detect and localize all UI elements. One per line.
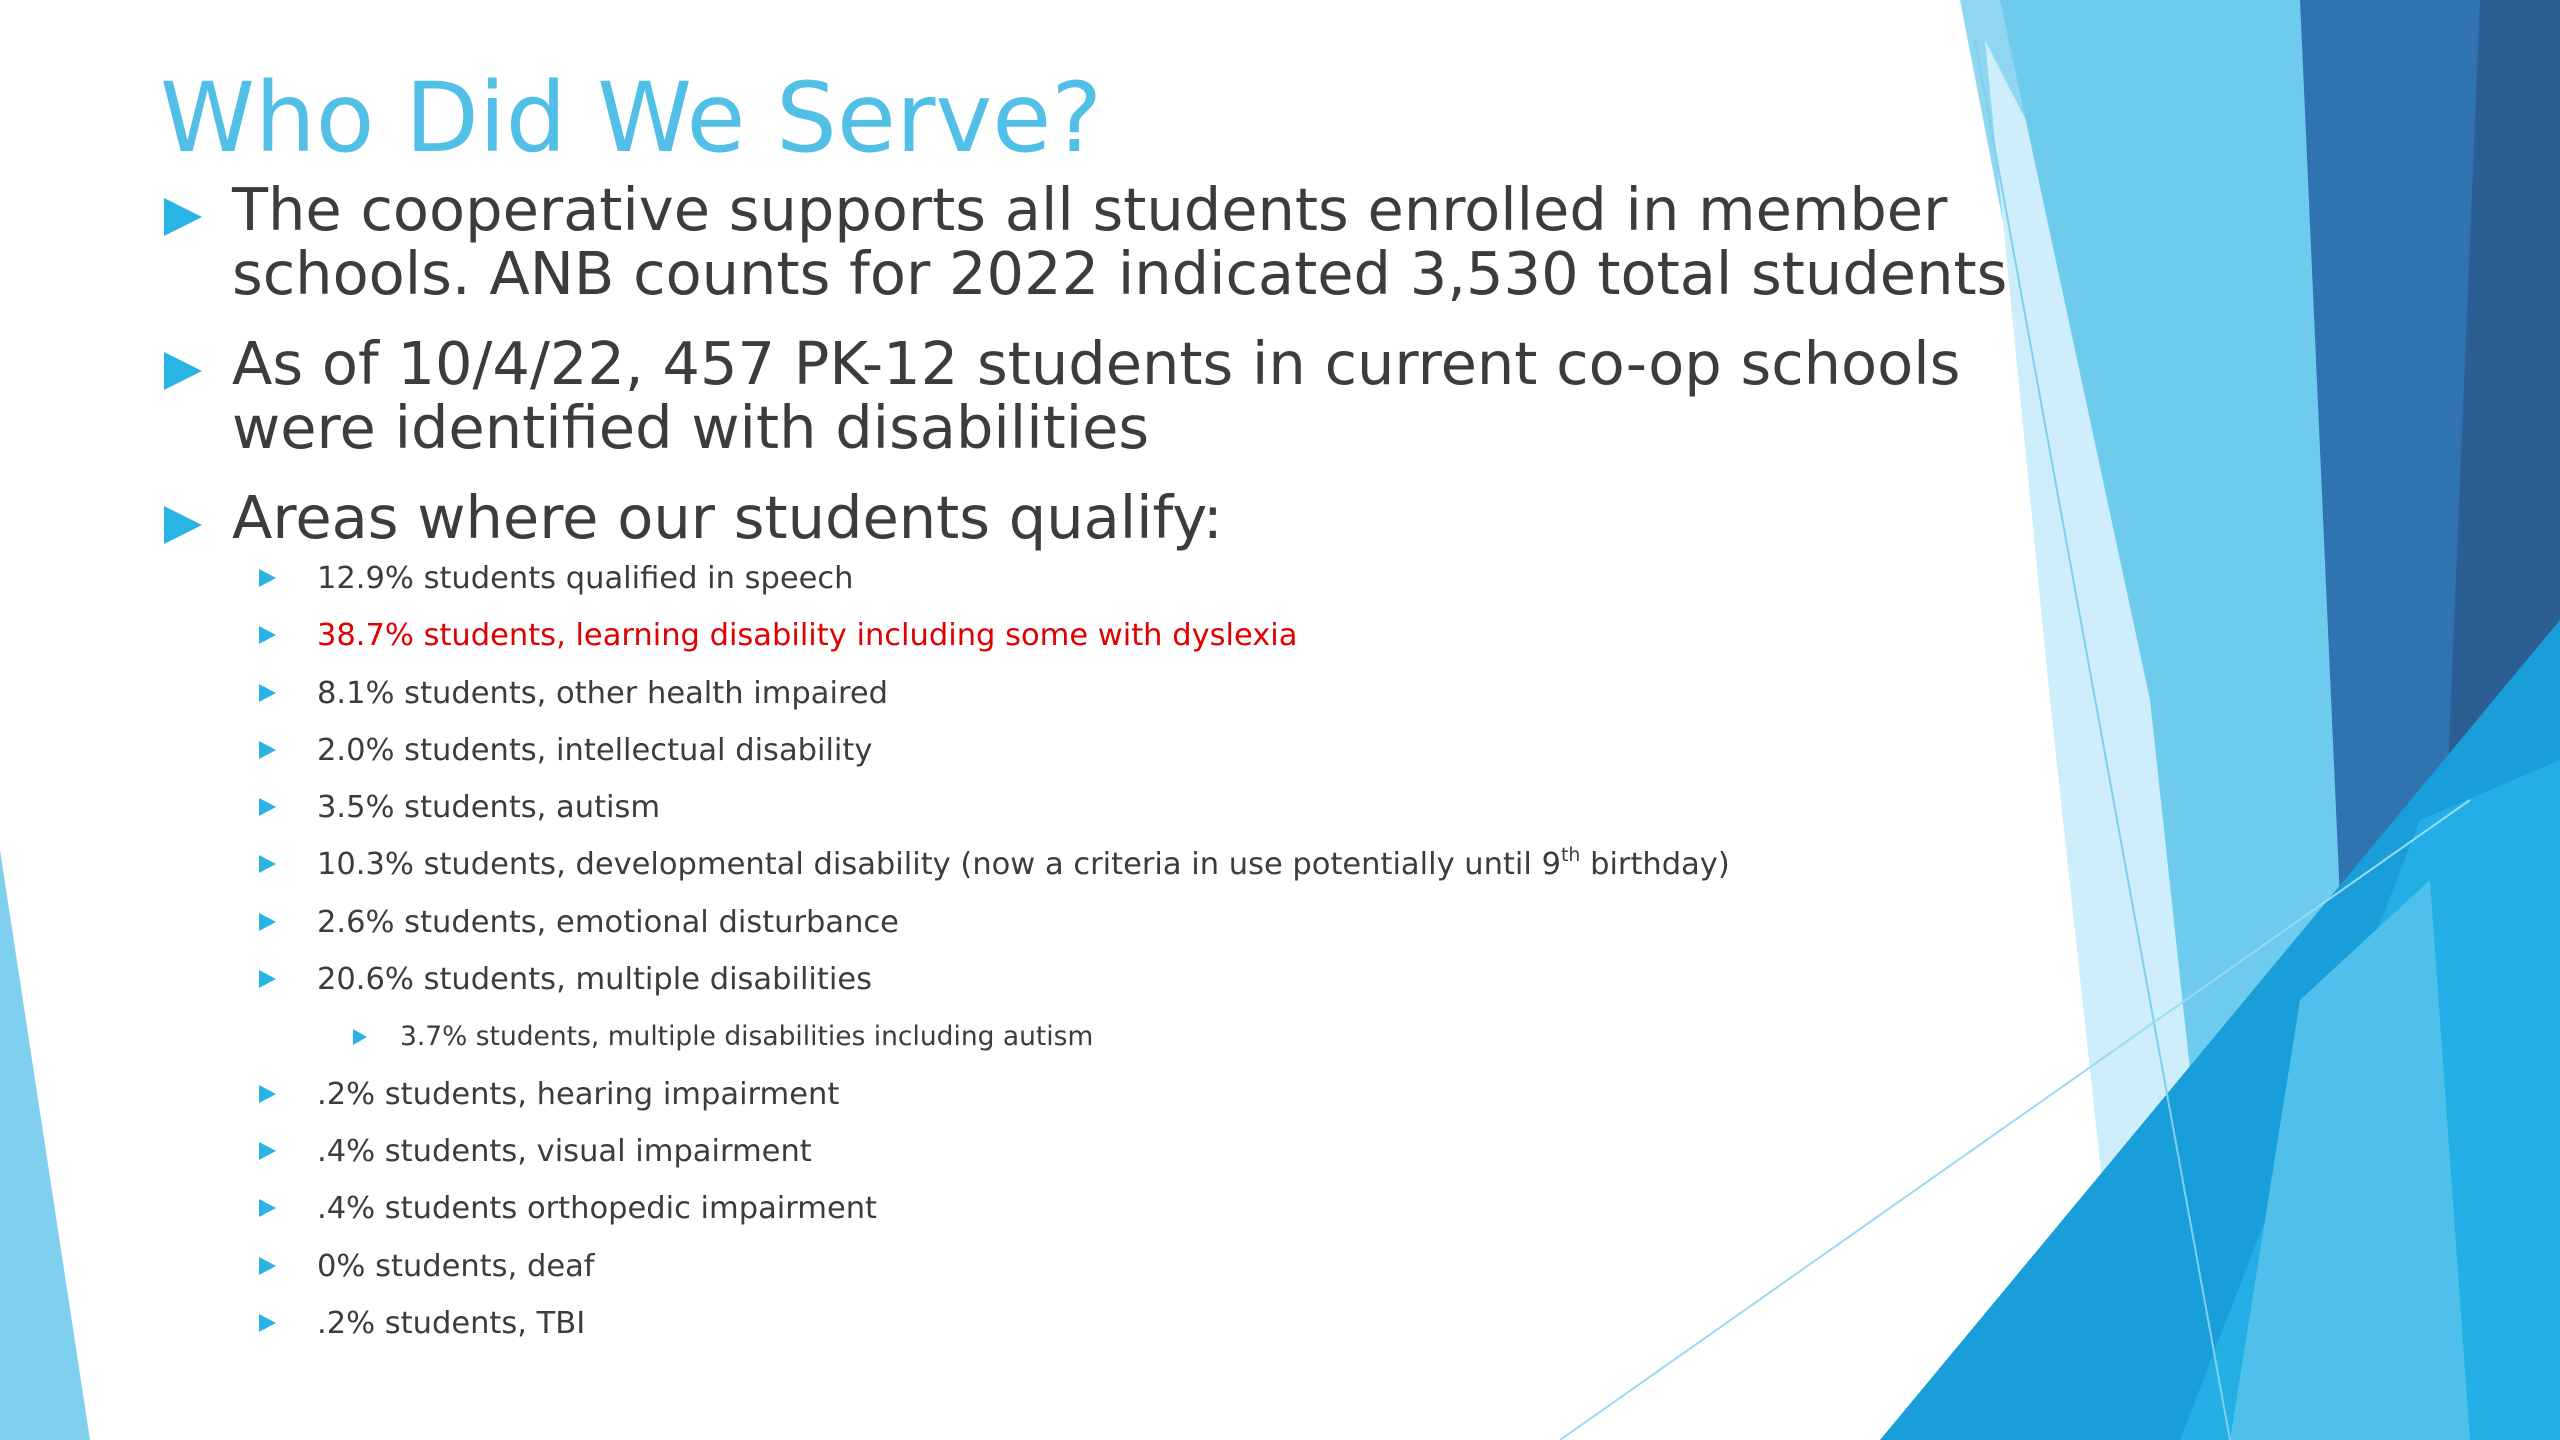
area-text: 20.6% students, multiple disabilities xyxy=(317,962,872,998)
area-text: .4% students, visual impairment xyxy=(317,1133,812,1169)
area-text: .2% students, hearing impairment xyxy=(317,1076,840,1112)
area-text: 12.9% students qualified in speech xyxy=(317,561,854,596)
area-text: 38.7% students, learning disability including some with dyslexia xyxy=(317,618,1298,654)
sub-sub-bullet-arrow-icon xyxy=(353,1029,367,1045)
area-item-learning-disability xyxy=(160,607,2040,664)
sub-bullet-arrow-icon xyxy=(259,1085,276,1103)
area-subitem-multiple-autism xyxy=(160,1008,2040,1065)
area-item-multiple xyxy=(160,951,2040,1008)
sub-bullet-arrow-icon xyxy=(259,1314,276,1332)
area-text-main: 10.3% students, developmental disability (now a criteria in use potentially until 9 xyxy=(317,847,1561,883)
area-text xyxy=(317,844,1730,883)
sub-bullet-arrow-icon xyxy=(259,1142,276,1160)
slide-body xyxy=(160,175,2040,1352)
area-item-visual xyxy=(160,1123,2040,1180)
sub-bullet-arrow-icon xyxy=(259,741,276,759)
area-text: 0% students, deaf xyxy=(317,1248,595,1284)
area-item-deaf xyxy=(160,1238,2040,1295)
sub-bullet-arrow-icon xyxy=(259,855,276,873)
bullet-text: As of 10/4/22, 457 PK-12 students in current co-op schools were identified with disabilities xyxy=(232,329,1961,462)
sub-bullet-arrow-icon xyxy=(259,1257,276,1275)
sub-bullet-arrow-icon xyxy=(259,970,276,988)
area-item-tbi xyxy=(160,1295,2040,1352)
ordinal-superscript: th xyxy=(1560,844,1581,867)
bullet-areas-heading xyxy=(160,483,2040,552)
sub-bullet-arrow-icon xyxy=(259,798,276,816)
area-item-developmental xyxy=(160,836,2040,893)
area-item-hearing xyxy=(160,1066,2040,1123)
area-item-intellectual xyxy=(160,722,2040,779)
area-text: 2.6% students, emotional disturbance xyxy=(317,904,899,940)
area-text: 3.5% students, autism xyxy=(317,790,661,826)
area-item-autism xyxy=(160,779,2040,836)
bullet-text: The cooperative supports all students enrolled in member schools. ANB counts for 2022 indicated 3,530 total students xyxy=(232,175,2008,308)
area-item-emotional xyxy=(160,894,2040,951)
bullet-arrow-icon xyxy=(164,506,202,544)
facet-left-sliver xyxy=(0,850,90,1440)
bullet-total-students xyxy=(160,175,2040,308)
sub-bullet-arrow-icon xyxy=(259,684,276,702)
bullet-identified-students xyxy=(160,329,2040,462)
area-text: 3.7% students, multiple disabilities including autism xyxy=(400,1021,1094,1053)
area-item-other-health xyxy=(160,665,2040,722)
area-item-speech xyxy=(160,550,2040,607)
sub-bullet-arrow-icon xyxy=(259,569,276,587)
area-text-tail: birthday) xyxy=(1580,847,1730,883)
areas-list xyxy=(160,550,2040,1352)
area-text: 8.1% students, other health impaired xyxy=(317,675,888,711)
area-text: .4% students orthopedic impairment xyxy=(317,1191,878,1227)
slide-title: Who Did We Serve? xyxy=(160,62,1103,174)
bullet-arrow-icon xyxy=(164,352,202,390)
sub-bullet-arrow-icon xyxy=(259,1199,276,1217)
area-text: 2.0% students, intellectual disability xyxy=(317,732,873,768)
bullet-arrow-icon xyxy=(164,198,202,236)
bullet-text: Areas where our students qualify: xyxy=(232,483,1223,552)
sub-bullet-arrow-icon xyxy=(259,626,276,644)
area-text: .2% students, TBI xyxy=(317,1305,586,1341)
area-item-orthopedic xyxy=(160,1180,2040,1237)
sub-bullet-arrow-icon xyxy=(259,913,276,931)
